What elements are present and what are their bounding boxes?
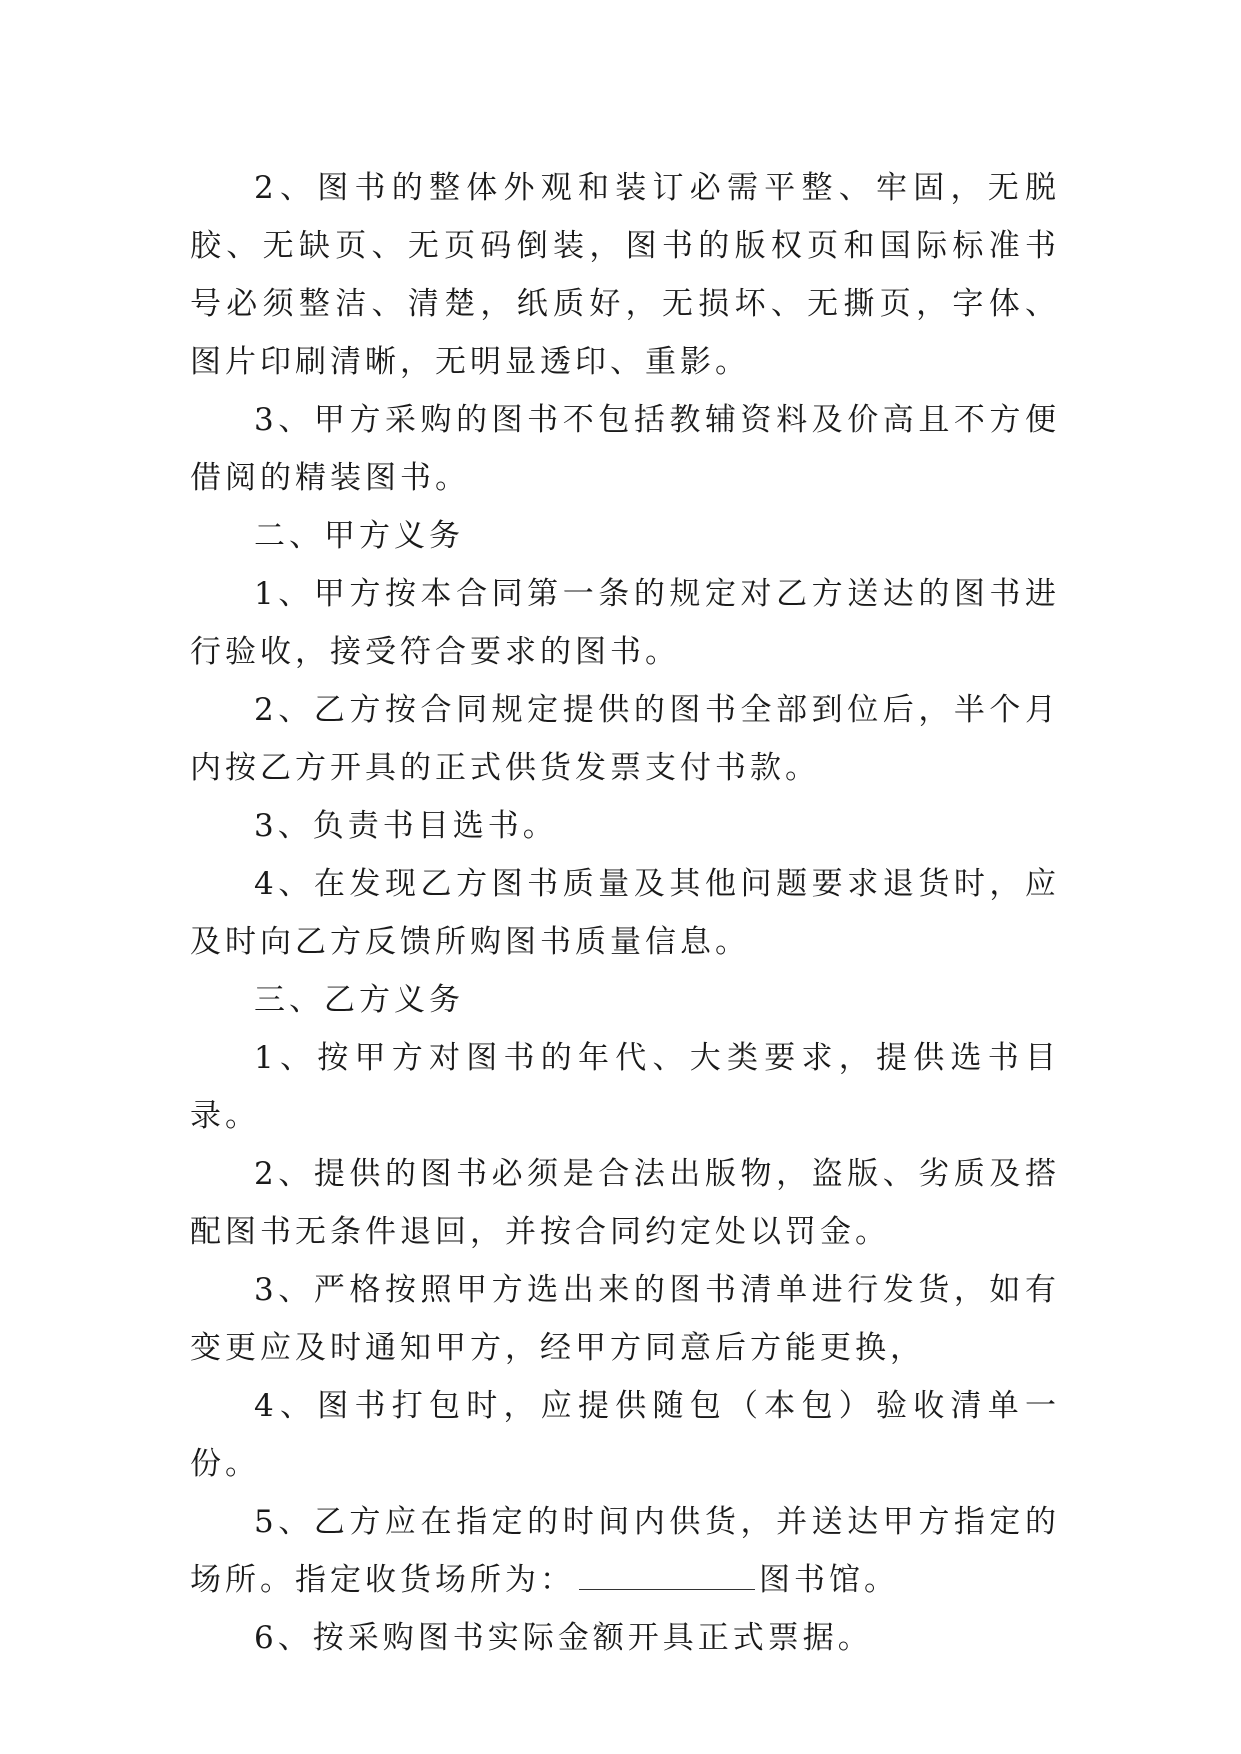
- party-b-duty-5-suffix: 图书馆。: [759, 1562, 899, 1598]
- party-a-duty-3: 3、负责书目选书。: [254, 808, 558, 844]
- party-a-duty-1: 1、甲方按本合同第一条的规定对乙方送达的图书进行验收，接受符合要求的图书。: [190, 576, 1060, 670]
- party-b-duty-3: 3、严格按照甲方选出来的图书清单进行发货，如有变更应及时通知甲方，经甲方同意后方能更换，: [190, 1272, 1060, 1366]
- party-b-duty-5: [190, 1493, 1060, 1609]
- clause-2-appearance: 2、图书的整体外观和装订必需平整、牢固，无脱胶、无缺页、无页码倒装，图书的版权页和国际标准书号必须整洁、清楚，纸质好，无损坏、无撕页，字体、图片印刷清晰，无明显透印、重影。: [190, 170, 1060, 380]
- fill-in-blank-line: [579, 1563, 755, 1590]
- clause-3-exclusions: 3、甲方采购的图书不包括教辅资料及价高且不方便借阅的精装图书。: [190, 402, 1060, 496]
- party-b-duty-1: 1、按甲方对图书的年代、大类要求，提供选书目录。: [190, 1040, 1060, 1134]
- party-b-duty-6: 6、按采购图书实际金额开具正式票据。: [254, 1620, 873, 1656]
- party-b-duty-4: 4、图书打包时，应提供随包（本包）验收清单一份。: [190, 1388, 1060, 1482]
- section-heading-party-a-duties: 二、甲方义务: [254, 518, 464, 554]
- party-a-duty-2: 2、乙方按合同规定提供的图书全部到位后，半个月内按乙方开具的正式供货发票支付书款。: [190, 692, 1060, 786]
- party-a-duty-4: 4、在发现乙方图书质量及其他问题要求退货时，应及时向乙方反馈所购图书质量信息。: [190, 866, 1060, 960]
- section-heading-party-b-duties: 三、乙方义务: [254, 982, 464, 1018]
- party-b-duty-2: 2、提供的图书必须是合法出版物，盗版、劣质及搭配图书无条件退回，并按合同约定处以罚金。: [190, 1156, 1060, 1250]
- document-body: [190, 159, 1060, 1667]
- party-b-duty-5-text: 5、乙方应在指定的时间内供货，并送达甲方指定的场所。指定收货场所为：: [190, 1504, 1060, 1598]
